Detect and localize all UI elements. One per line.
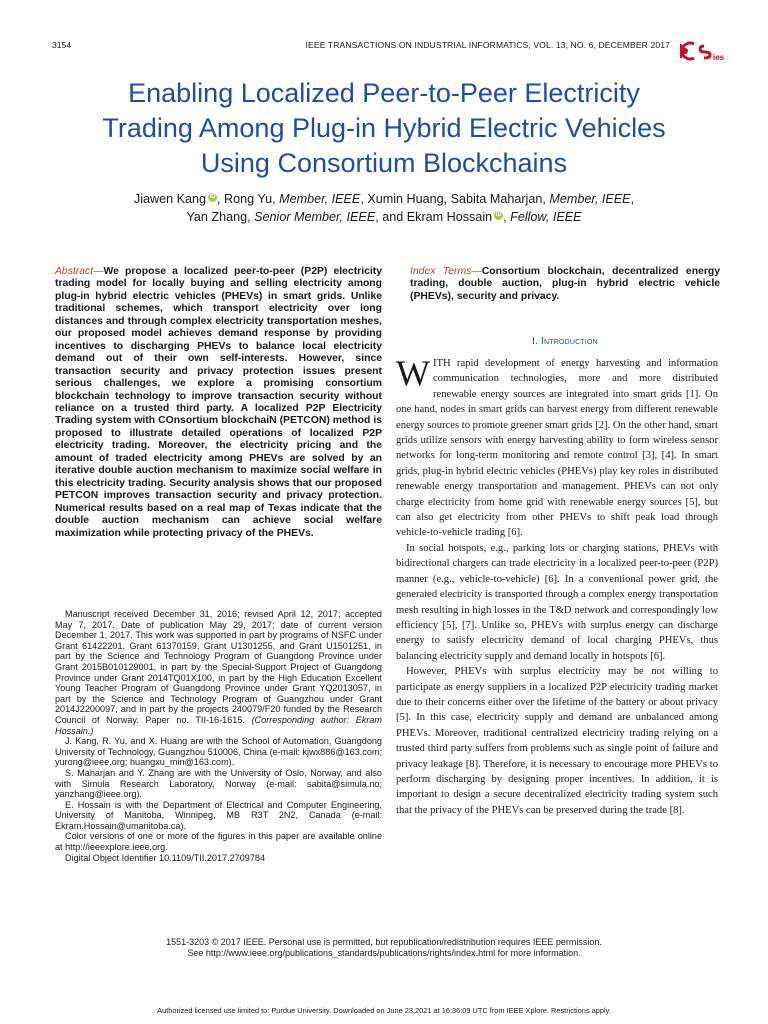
footnote-color: Color versions of one or more of the figures in this paper are available online at http://ieeexplore.ieee.org.: [55, 831, 382, 853]
section-heading-introduction: [410, 336, 720, 347]
author-hossain: , and Ekram Hossain: [375, 210, 493, 224]
copyright-line-2: See http://www.ieee.org/publications_standards/publications/rights/index.html for more information.: [187, 948, 581, 958]
index-terms-text: Consortium blockchain, decentralized energy trading, double auction, plug-in hybrid electric vehicle (PHEVs), security and privacy.: [410, 266, 720, 302]
author-list: [40, 190, 728, 226]
ies-logo-icon: [680, 38, 725, 64]
logo-text: ies: [713, 53, 725, 62]
corresponding-author: (Corresponding author: Ekram Hossain.): [55, 714, 382, 736]
section-title: Introduction: [541, 336, 598, 347]
copyright-notice: [60, 937, 708, 959]
paragraph: In social hotspots, e.g., parking lots or charging stations, PHEVs with bidirectional chargers can trade electricity in a localized peer-to-peer (P2P) manner (e.g., vehicle-to-vehicle) [6]. In a conventional power grid, the generated electricity is transported through a complex energy transportation mesh resulting in high losses in the T&D network and correspondingly low efficiency [5], [7]. Unlike so, PHEVs with surplus energy can discharge energy to satisfy electricity demand of local charging PHEVs, thus balancing electricity supply and demand locally in hotspots [6].: [396, 542, 718, 662]
author-huang-maharjan: , Xumin Huang, Sabita Maharjan,: [360, 192, 550, 206]
author-line-1: [40, 190, 728, 208]
footnote-manuscript: [55, 609, 382, 736]
title-line-3: Using Consortium Blockchains: [200, 148, 568, 178]
index-terms: [410, 266, 720, 303]
orcid-icon[interactable]: iD: [209, 194, 216, 200]
section-number: I.: [532, 336, 539, 347]
drop-cap: W: [396, 353, 430, 393]
journal-name: IEEE TRANSACTIONS ON INDUSTRIAL INFORMATICS, VOL. 13, NO. 6, DECEMBER 2017: [305, 40, 670, 50]
author-separator: ,: [503, 210, 511, 224]
footnote-text: Manuscript received December 31, 2016; revised April 12, 2017; accepted May 7, 2017. Date of publication May 29, 2017; date of current version December 1, 2017. This work was supported in part by programs of NSFC under Grant 61422201, Grant 61370159, Grant U1301255, and Grant U1501251, in part by the Science and Technology Program of Guangdong Province under Grant 2015B010129001, in part by the Special-Support Project of Guangdong Province under Grant 2014TQ01X100, in part by the High Education Excellent Young Teacher Program of Guangdong Province under Grant YQ2013057, in part by the Science and Technology Program of Guangzhou under Grant 2014J2200097, and in part by the projects 240079/F20 funded by the Research Council of Norway. Paper no. TII-16-1615.: [55, 609, 382, 725]
footnote-affiliation: S. Maharjan and Y. Zhang are with the University of Oslo, Norway, and also with Simula Research Laboratory, Norway (e-mail: sabita@simula.no; yanzhang@ieee.org).: [55, 767, 382, 800]
footnotes: [55, 609, 382, 863]
paragraph: However, PHEVs with surplus electricity may be not willing to participate as energy suppliers in a localized P2P electricity trading market due to their concerns either over the lifetime of the battery or about privacy [5]. In this case, electricity supply and demand are unbalanced among PHEVs. Moreover, traditional centralized electricity trading relying on a trusted third party suffers from problems such as single point of failure and privacy leakage [8]. Therefore, it is necessary to encourage more PHEVs to perform discharging by designing proper incentives. In addition, it is important to design a secure decentralized electricity trading system such that the privacy of the PHEVs can be preserved during the trade [8].: [396, 666, 718, 816]
author-kang: Jiawen Kang: [133, 192, 207, 206]
license-notice: Authorized licensed use limited to: Purdue University. Downloaded on June 23,2021 at 16:36:09 UTC from IEEE Xplore. Restrictions apply.: [157, 1006, 611, 1015]
paper-title: [40, 76, 728, 181]
footnote-affiliation: E. Hossain is with the Department of Electrical and Computer Engineering, University of Manitoba, Winnipeg, MB R3T 2N2, Canada (e-mail: Ekram.Hossain@umanitoba.ca).: [55, 799, 382, 831]
author-role: Senior Member, IEEE: [254, 210, 376, 224]
author-zhang: Yan Zhang,: [186, 210, 255, 224]
introduction-body: [396, 353, 718, 818]
author-yu: , Rong Yu,: [217, 192, 280, 206]
author-role: Member, IEEE: [549, 192, 631, 206]
footnote-doi: Digital Object Identifier 10.1109/TII.2017.2709784: [65, 852, 266, 863]
ies-logo: [680, 38, 725, 64]
footnote-affiliation: J. Kang, R. Yu, and X. Huang are with the School of Automation, Guangdong University of Technology, Guangzhou 510006, China (e-mail: kjwx886@163.com; yurong@ieee.org; huangxu_min@163.com).: [55, 736, 382, 768]
author-role: Member, IEEE: [279, 192, 361, 206]
abstract-text: We propose a localized peer-to-peer (P2P) electricity trading model for locally buying and selling electricity among plug-in hybrid electric vehicles (PHEVs) in smart grids. Unlike traditional schemes, which transport electricity over long distances and through complex electricity transportation meshes, our proposed model achieves demand response by providing incentives to discharging PHEVs to balance local electricity demand out of their own self-interests. However, since transaction security and privacy protection issues present serious challenges, we explore a promising consortium blockchain technology to improve transaction security without reliance on a trusted third party. A localized P2P Electricity Trading system with COnsortium blockchaiN (PETCON) method is proposed to illustrate detailed operations of localized P2P electricity trading. Moreover, the electricity pricing and the amount of traded electricity among PHEVs are solved by an iterative double auction mechanism to maximize social welfare in this electricity trading. Security analysis shows that our proposed PETCON improves transaction security and privacy protection. Numerical results based on a real map of Texas indicate that the double auction mechanism can achieve social welfare maximization while protecting privacy of the PHEVs.: [55, 266, 382, 539]
title-line-1: Enabling Localized Peer-to-Peer Electricity: [128, 78, 640, 108]
copyright-line-1: 1551-3203 © 2017 IEEE. Personal use is permitted, but republication/redistribution requires IEEE permission.: [166, 937, 602, 947]
paragraph: [396, 353, 718, 541]
author-line-2: [40, 208, 728, 226]
title-line-2: Trading Among Plug-in Hybrid Electric Vehicles: [102, 113, 666, 143]
paragraph-text: ITH rapid development of energy harvesting and information communication technologies, more and more distributed renewable energy sources are integrated into smart grids [1]. On one hand, nodes in smart grids can harvest energy from different renewable energy sources to promote greener smart grids [2]. On the other hand, smart grids utilize sensors with energy harvesting ability to form wireless sensor networks for long-term monitoring and remote control [3], [4]. In smart grids, plug-in hybrid electric vehicles (PHEVs) play key roles in distributed renewable energy transportation and management. PHEVs can not only charge electricity from home grid with renewable energy sources [5], but can also get electricity from other PHEVs to shift peak load through vehicle-to-vehicle trading [6].: [396, 358, 718, 539]
author-separator: ,: [630, 192, 635, 206]
orcid-icon[interactable]: iD: [495, 212, 502, 218]
abstract-label: Abstract—: [55, 266, 104, 277]
index-terms-label: Index Terms—: [410, 266, 482, 277]
author-role: Fellow, IEEE: [510, 210, 582, 224]
abstract: [55, 266, 382, 540]
page-number: 3154: [52, 40, 72, 50]
